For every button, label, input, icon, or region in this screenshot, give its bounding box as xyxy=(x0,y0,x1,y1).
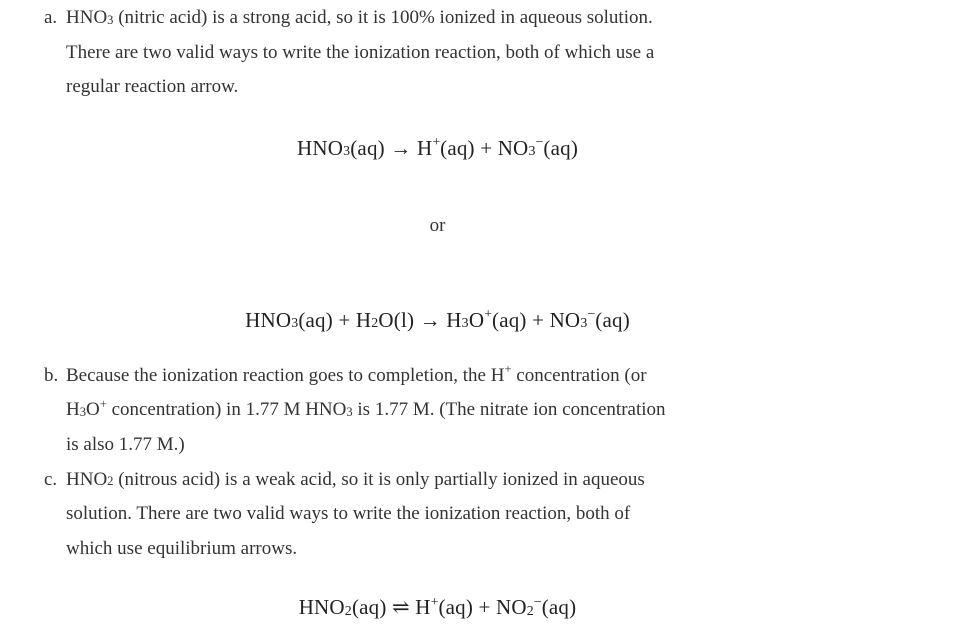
item-marker-a: a. xyxy=(44,7,58,28)
item-b-text xyxy=(66,359,875,463)
item-a-text xyxy=(66,1,875,105)
item-marker-c: c. xyxy=(44,468,58,490)
text-line: There are two valid ways to write the ionization reaction, both of which use a xyxy=(66,41,655,63)
text-line: H3O+ concentration) in 1.77 M HNO3 is 1.77 M. (The nitrate ion concentration xyxy=(66,396,666,421)
text-line: is also 1.77 M.) xyxy=(66,433,185,455)
equation-nitrous-acid-equilibrium: HNO2(aq) ⇌ H+(aq) + NO2−(aq) xyxy=(298,593,577,620)
text-line: Because the ionization reaction goes to completion, the H+ concentration (or xyxy=(66,362,647,386)
text-line: regular reaction arrow. xyxy=(66,76,239,98)
text-line: solution. There are two valid ways to write the ionization reaction, both of xyxy=(66,503,631,525)
item-marker-b: b. xyxy=(44,364,59,386)
equation-nitric-acid-simple: HNO3(aq) → H+(aq) + NO3−(aq) xyxy=(296,134,579,160)
text-line: HNO3 (nitric acid) is a strong acid, so it is 100% ionized in aqueous solution. xyxy=(66,7,653,28)
list-item-b xyxy=(0,359,875,463)
or-connector: or xyxy=(429,214,446,236)
list-item-a xyxy=(0,1,875,105)
equation-nitric-acid-hydronium: HNO3(aq) + H2O(l) → H3O+(aq) + NO3−(aq) xyxy=(245,306,630,332)
text-line: HNO2 (nitrous acid) is a weak acid, so it is only partially ionized in aqueous xyxy=(66,468,645,490)
item-c-text xyxy=(66,463,875,567)
list-item-c xyxy=(0,463,875,567)
text-line: which use equilibrium arrows. xyxy=(66,537,298,559)
